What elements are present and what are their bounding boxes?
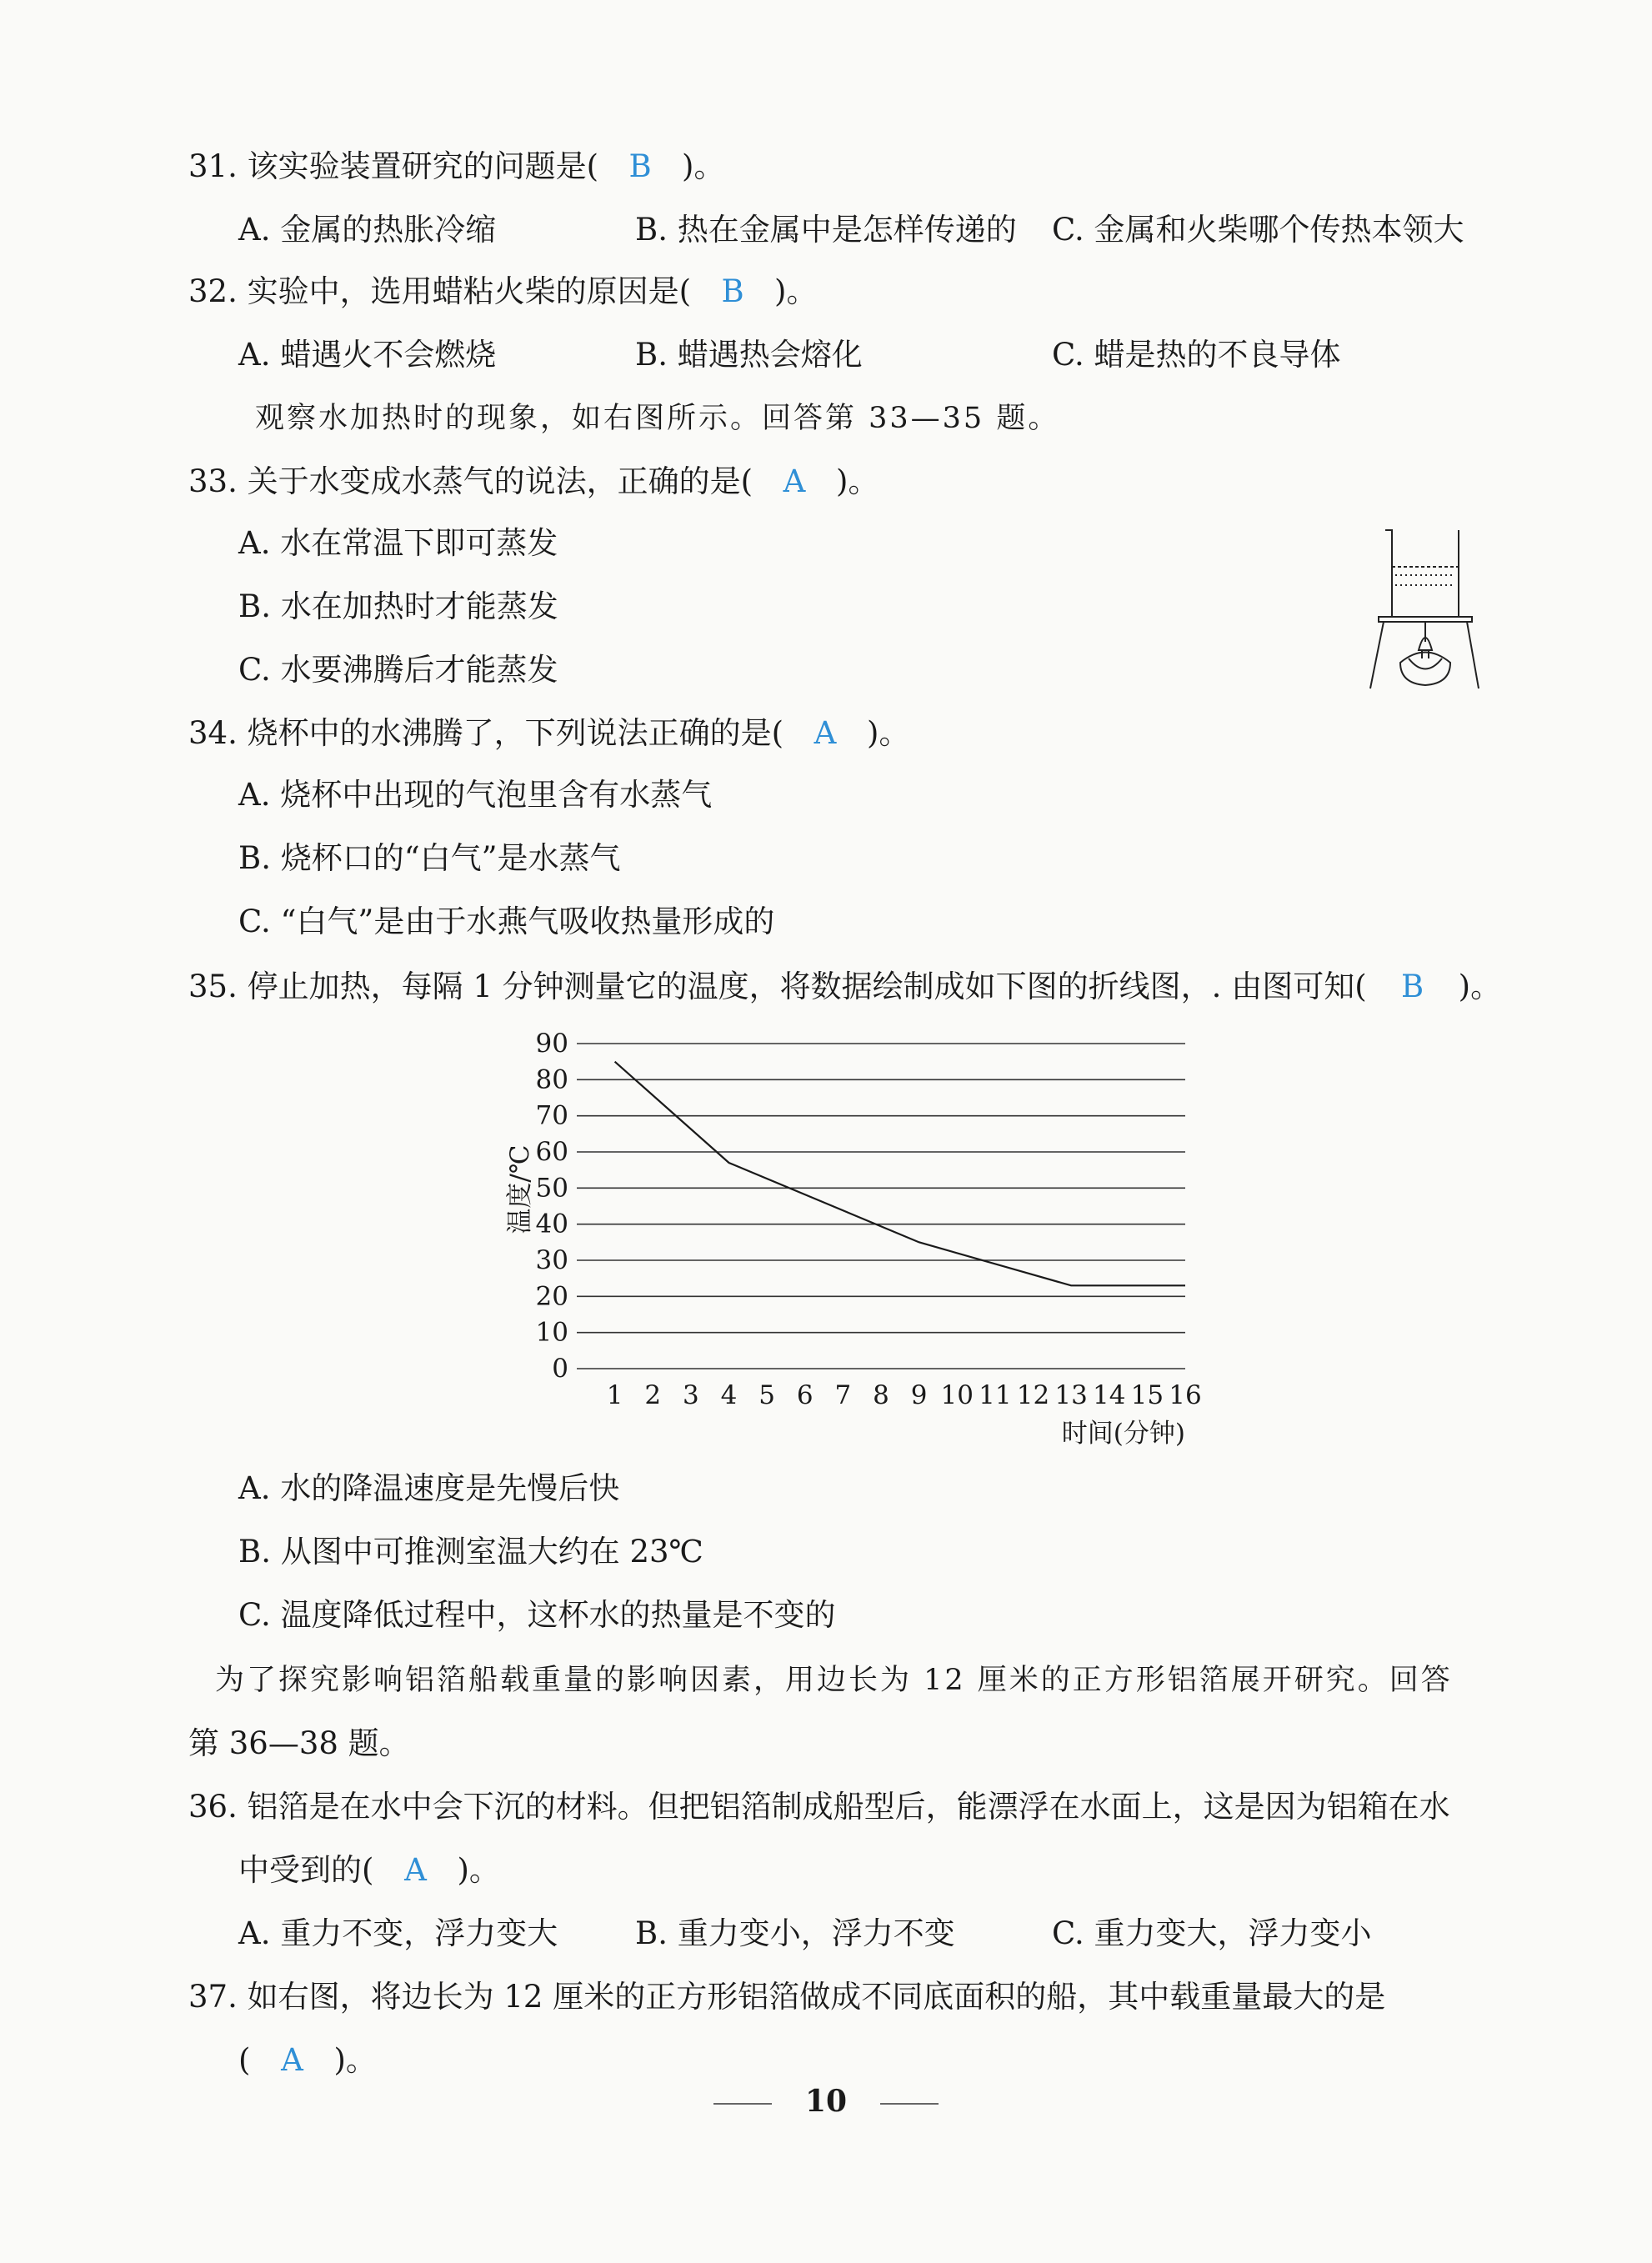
q34-option-a: A. 烧杯中出现的气泡里含有水蒸气: [238, 777, 713, 813]
q31-option-a: A. 金属的热胀冷缩: [238, 212, 497, 248]
q32-stem: 32. 实验中，选用蜡粘火柴的原因是( B )。: [188, 272, 817, 312]
q36-stem: 36. 铝箔是在水中会下沉的材料。但把铝箔制成船型后，能漂浮在水面上，这是因为铝箱在水: [188, 1789, 1450, 1825]
q36-stem-cont: 中受到的( A )。: [238, 1850, 500, 1890]
q33-option-c: C. 水要沸腾后才能蒸发: [238, 652, 558, 688]
section-intro-36-38-cont: 第 36—38 题。: [188, 1725, 410, 1761]
x-axis-label: 时间(分钟): [1061, 1419, 1185, 1449]
q36-option-c: C. 重力变大，浮力变小: [1052, 1915, 1372, 1951]
q37-stem: 37. 如右图，将边长为 12 厘米的正方形铝箔做成不同底面积的船，其中载重量最大的是: [188, 1979, 1386, 2015]
q33-option-a: A. 水在常温下即可蒸发: [238, 525, 558, 561]
x-tick-label: 12: [1016, 1380, 1050, 1410]
y-axis-label: 温度/℃: [505, 1144, 535, 1234]
x-tick-label: 1: [606, 1380, 623, 1410]
question-number: 36.: [188, 1789, 238, 1825]
x-tick-label: 13: [1054, 1380, 1088, 1410]
q35-stem: 35. 停止加热，每隔 1 分钟测量它的温度，将数据绘制成如下图的折线图，. 由图可知( B )。: [188, 967, 1501, 1007]
y-tick-label: 60: [535, 1137, 568, 1167]
x-tick-label: 4: [720, 1380, 738, 1410]
q35-option-c: C. 温度降低过程中，这杯水的热量是不变的: [238, 1597, 836, 1633]
q35-option-a: A. 水的降温速度是先慢后快: [238, 1470, 620, 1506]
section-intro-33-35: 观察水加热时的现象，如右图所示。回答第 33—35 题。: [255, 402, 1060, 435]
y-tick-label: 10: [535, 1317, 568, 1348]
x-tick-label: 2: [644, 1380, 662, 1410]
q36-option-b: B. 重力变小，浮力不变: [635, 1915, 955, 1951]
x-tick-label: 6: [796, 1380, 813, 1410]
q32-answer: B: [721, 273, 744, 309]
x-tick-label: 14: [1093, 1380, 1126, 1410]
q36-option-a: A. 重力不变，浮力变大: [238, 1915, 558, 1951]
q31-option-b: B. 热在金属中是怎样传递的: [635, 212, 1017, 248]
page-number-dash-right: [880, 2103, 939, 2105]
beaker-heating-illustration: [1367, 525, 1484, 692]
q33-answer: A: [783, 463, 806, 499]
q35-option-b: B. 从图中可推测室温大约在 23℃: [238, 1534, 703, 1570]
x-tick-label: 5: [758, 1380, 775, 1410]
x-tick-label: 16: [1169, 1380, 1202, 1410]
x-tick-label: 11: [979, 1380, 1012, 1410]
y-tick-label: 40: [535, 1209, 568, 1239]
q31-answer: B: [628, 148, 652, 184]
question-number: 33.: [188, 463, 238, 499]
question-number: 31.: [188, 148, 238, 184]
x-tick-label: 8: [873, 1380, 889, 1410]
x-tick-label: 15: [1130, 1380, 1164, 1410]
question-number: 34.: [188, 715, 238, 751]
series-line-0: [615, 1062, 1185, 1286]
y-tick-label: 30: [535, 1245, 568, 1275]
q32-option-a: A. 蜡遇火不会燃烧: [238, 337, 497, 373]
q31-stem: 31. 该实验装置研究的问题是( B )。: [188, 147, 724, 187]
q33-option-b: B. 水在加热时才能蒸发: [238, 588, 558, 624]
q33-stem: 33. 关于水变成水蒸气的说法，正确的是( A )。: [188, 462, 879, 502]
page-number-dash-left: [713, 2103, 772, 2105]
y-tick-label: 80: [535, 1064, 568, 1095]
q32-option-c: C. 蜡是热的不良导体: [1052, 337, 1341, 373]
page-number: 10: [0, 2084, 1652, 2119]
question-number: 37.: [188, 1979, 238, 2015]
x-tick-label: 9: [910, 1380, 928, 1410]
x-tick-label: 10: [940, 1380, 974, 1410]
temperature-line-chart: [483, 1017, 1234, 1450]
x-tick-label: 7: [834, 1380, 852, 1410]
q36-answer: A: [404, 1852, 427, 1888]
q37-stem-cont: ( A )。: [238, 2040, 377, 2080]
y-tick-label: 90: [535, 1029, 568, 1059]
section-intro-36-38: 为了探究影响铝箔船载重量的影响因素，用边长为 12 厘米的正方形铝箔展开研究。回答: [215, 1664, 1453, 1697]
q35-answer: B: [1401, 969, 1424, 1004]
q32-option-b: B. 蜡遇热会熔化: [635, 337, 863, 373]
q34-option-c: C. “白气”是由于水燕气吸收热量形成的: [238, 904, 775, 939]
y-tick-label: 20: [535, 1281, 568, 1312]
q31-option-c: C. 金属和火柴哪个传热本领大: [1052, 212, 1464, 248]
q34-stem: 34. 烧杯中的水沸腾了，下列说法正确的是( A )。: [188, 713, 909, 753]
question-number: 35.: [188, 969, 238, 1004]
q34-option-b: B. 烧杯口的“白气”是水蒸气: [238, 840, 621, 876]
y-tick-label: 50: [535, 1173, 568, 1204]
y-tick-label: 70: [535, 1100, 568, 1131]
y-tick-label: 0: [552, 1354, 568, 1384]
q34-answer: A: [813, 715, 837, 751]
question-number: 32.: [188, 273, 238, 309]
q37-answer: A: [281, 2042, 303, 2078]
x-tick-label: 3: [683, 1380, 699, 1410]
